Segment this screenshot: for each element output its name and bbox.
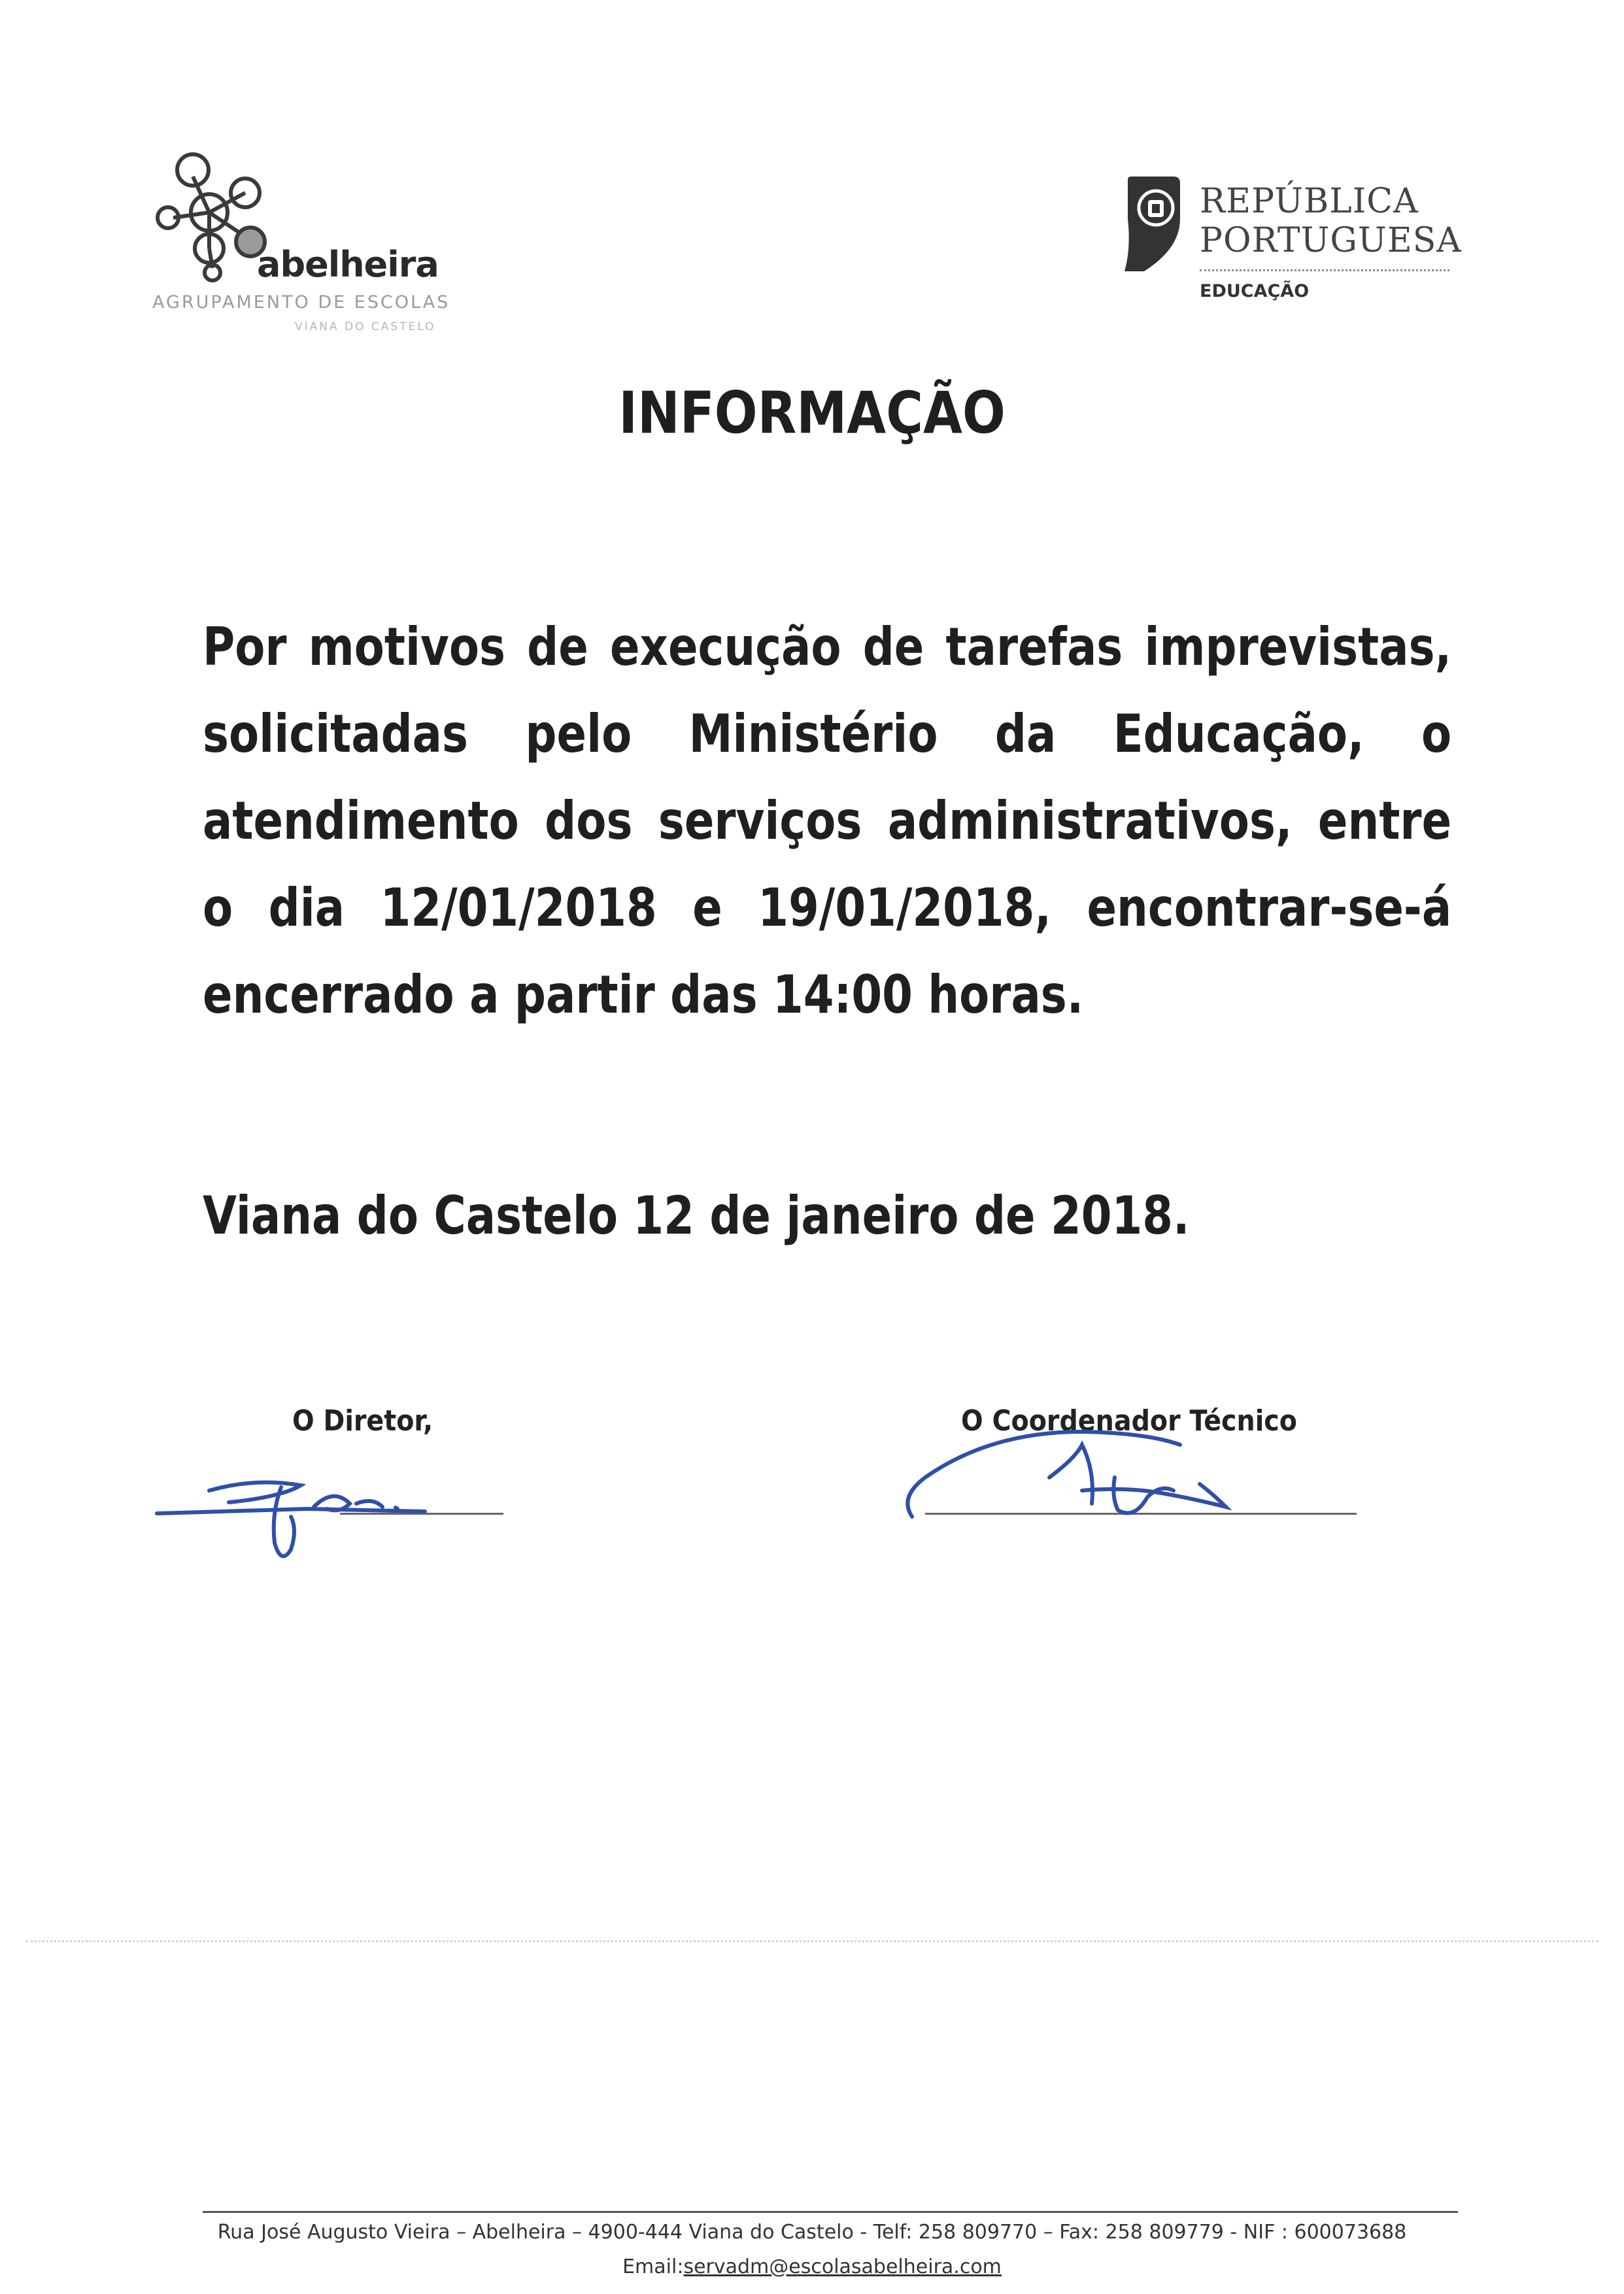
date-line: Viana do Castelo 12 de janeiro de 2018. bbox=[203, 1185, 1190, 1246]
ministry-name: EDUCAÇÃO bbox=[1200, 281, 1310, 301]
school-city: VIANA DO CASTELO bbox=[295, 320, 436, 333]
republic-title-line1: REPÚBLICA bbox=[1200, 182, 1419, 221]
footer-email-row bbox=[0, 2255, 1624, 2278]
document-title: INFORMAÇÃO bbox=[618, 379, 1006, 447]
coordinator-signature-icon bbox=[886, 1406, 1252, 1530]
school-name: abelheira bbox=[257, 244, 439, 285]
scan-separator bbox=[26, 1940, 1599, 1942]
government-logo bbox=[1111, 170, 1462, 320]
footer-divider bbox=[203, 2211, 1458, 2213]
director-signature-icon bbox=[150, 1451, 464, 1582]
footer-address: Rua José Augusto Vieira – Abelheira – 4900-444 Viana do Castelo - Telf: 258 809770 – Fax: 258 809779 - NIF : 600073688 bbox=[217, 2221, 1407, 2244]
body-line-1: Por motivos de execução de tarefas imprevistas, bbox=[203, 616, 1452, 677]
footer-email-link[interactable]: servadm@escolasabelheira.com bbox=[683, 2255, 1002, 2278]
footer-email-label: Email: bbox=[622, 2255, 684, 2278]
body-line-2: solicitadas pelo Ministério da Educação, o bbox=[203, 703, 1452, 764]
body-line-4: o dia 12/01/2018 e 19/01/2018, encontrar-se-á bbox=[203, 877, 1452, 938]
republic-title bbox=[1200, 182, 1462, 260]
director-label: O Diretor, bbox=[292, 1404, 433, 1438]
logo-divider bbox=[1200, 269, 1449, 271]
school-subtitle: AGRUPAMENTO DE ESCOLAS bbox=[152, 292, 450, 312]
body-line-3: atendimento dos serviços administrativos, entre bbox=[203, 790, 1452, 851]
school-logo bbox=[147, 147, 454, 343]
coordinator-label: O Coordenador Técnico bbox=[961, 1404, 1297, 1438]
republic-title-line2: PORTUGUESA bbox=[1200, 221, 1462, 260]
body-line-5: encerrado a partir das 14:00 horas. bbox=[203, 964, 1084, 1025]
coat-of-arms-icon bbox=[1111, 170, 1190, 275]
